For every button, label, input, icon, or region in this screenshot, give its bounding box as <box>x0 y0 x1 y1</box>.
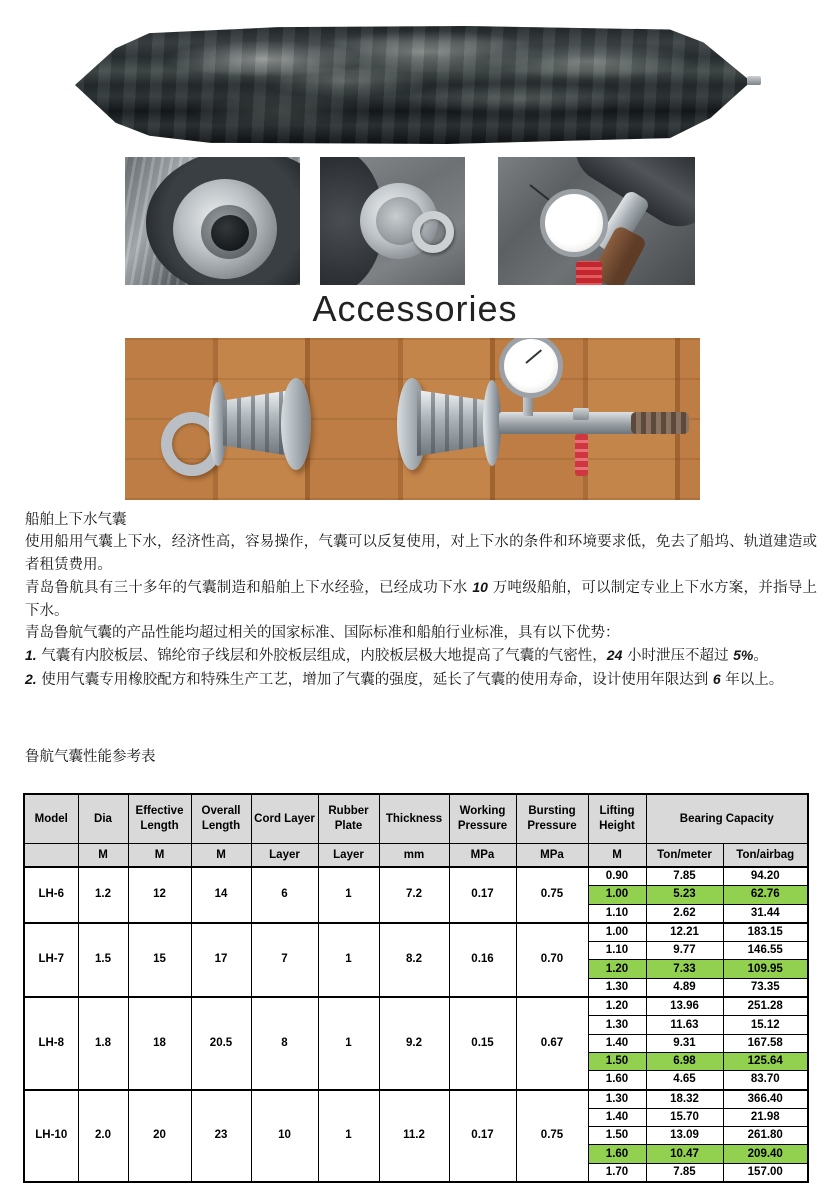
ton-per-airbag-cell: 125.64 <box>723 1052 808 1070</box>
lifting-height-cell: 1.30 <box>588 1016 646 1034</box>
ton-per-meter-cell: 12.21 <box>646 923 723 942</box>
red-valve-handle-shape <box>575 434 588 476</box>
cord-layer-cell: 6 <box>251 867 318 923</box>
unit-header: Ton/meter <box>646 844 723 868</box>
lifting-height-cell: 1.30 <box>588 1090 646 1109</box>
ton-per-meter-cell: 6.98 <box>646 1052 723 1070</box>
cord-layer-cell: 10 <box>251 1090 318 1182</box>
airbag-body-shape <box>75 26 751 144</box>
overall-length-cell: 20.5 <box>191 997 251 1089</box>
bursting-pressure-cell: 0.75 <box>516 1090 588 1182</box>
ton-per-airbag-cell: 366.40 <box>723 1090 808 1109</box>
marine-airbag-photo <box>75 26 759 144</box>
lifting-height-cell: 1.60 <box>588 1145 646 1163</box>
effective-length-cell: 18 <box>128 997 191 1089</box>
lifting-height-cell: 1.50 <box>588 1127 646 1145</box>
italic-number: 2. <box>25 670 37 687</box>
airbag-end-flange-photo <box>125 157 300 285</box>
lifting-height-cell: 1.40 <box>588 1108 646 1126</box>
bursting-pressure-cell: 0.75 <box>516 867 588 923</box>
unit-header: MPa <box>516 844 588 868</box>
lifting-height-cell: 1.20 <box>588 960 646 978</box>
rubber-plate-cell: 1 <box>318 997 379 1089</box>
text-segment: 使用气囊专用橡胶配方和特殊生产工艺，增加了气囊的强度，延长了气囊的使用寿命，设计使用年限达到 <box>36 671 713 688</box>
overall-length-cell: 23 <box>191 1090 251 1182</box>
dia-cell: 2.0 <box>78 1090 128 1182</box>
unit-header: MPa <box>449 844 516 868</box>
dia-cell: 1.5 <box>78 923 128 997</box>
text-segment: 年以上。 <box>720 671 784 688</box>
pressure-gauge-photo <box>498 157 695 285</box>
unit-header: Layer <box>318 844 379 868</box>
lifting-height-cell: 1.60 <box>588 1071 646 1090</box>
description-paragraphs <box>25 531 817 691</box>
text-segment: 青岛鲁航具有三十多年的气囊制造和船舶上下水经验，已经成功下水 <box>25 580 473 597</box>
unit-header <box>24 844 78 868</box>
cord-layer-cell: 8 <box>251 997 318 1089</box>
ton-per-airbag-cell: 62.76 <box>723 886 808 904</box>
italic-number: 5% <box>733 647 754 664</box>
rubber-plate-cell: 1 <box>318 867 379 923</box>
text-segment: 。 <box>753 648 768 665</box>
column-header: Overall Length <box>191 794 251 844</box>
ton-per-airbag-cell: 83.70 <box>723 1071 808 1090</box>
text-segment: 小时泄压不超过 <box>622 648 734 665</box>
eyebolt-ring-shape <box>412 211 454 253</box>
ton-per-airbag-cell: 73.35 <box>723 978 808 997</box>
ton-per-meter-cell: 7.85 <box>646 1163 723 1182</box>
bursting-pressure-cell: 0.70 <box>516 923 588 997</box>
lifting-height-cell: 1.20 <box>588 997 646 1016</box>
ton-per-airbag-cell: 261.80 <box>723 1127 808 1145</box>
ton-per-meter-cell: 4.65 <box>646 1071 723 1090</box>
lifting-height-cell: 1.70 <box>588 1163 646 1182</box>
working-pressure-cell: 0.15 <box>449 997 516 1089</box>
text-segment: 气囊有内胶板层、锦纶帘子线层和外胶板层组成，内胶板层极大地提高了气囊的气密性， <box>36 648 607 665</box>
effective-length-cell: 15 <box>128 923 191 997</box>
italic-number: 24 <box>606 647 623 664</box>
ton-per-meter-cell: 2.62 <box>646 904 723 923</box>
lifting-height-cell: 0.90 <box>588 867 646 886</box>
unit-header: M <box>588 844 646 868</box>
threaded-pipe-end-shape <box>631 412 689 434</box>
lifting-height-cell: 1.30 <box>588 978 646 997</box>
column-header: Bursting Pressure <box>516 794 588 844</box>
dia-cell: 1.8 <box>78 997 128 1089</box>
gauge-dial-shape <box>540 189 608 257</box>
thickness-cell: 8.2 <box>379 923 449 997</box>
accessories-group-photo <box>125 338 700 500</box>
gauge-dial-shape <box>499 338 563 398</box>
unit-header: Layer <box>251 844 318 868</box>
text-segment: 使用船用气囊上下水，经济性高，容易操作，气囊可以反复使用，对上下水的条件和环境要求低，免去了船坞、轨道建造或者租赁费用。 <box>25 534 817 573</box>
model-cell: LH-6 <box>24 867 78 923</box>
model-cell: LH-8 <box>24 997 78 1089</box>
column-header-bearing-capacity: Bearing Capacity <box>646 794 808 844</box>
column-header: Thickness <box>379 794 449 844</box>
column-header: Model <box>24 794 78 844</box>
ton-per-airbag-cell: 94.20 <box>723 867 808 886</box>
ton-per-meter-cell: 13.09 <box>646 1127 723 1145</box>
thickness-cell: 7.2 <box>379 867 449 923</box>
description-paragraph <box>25 622 817 644</box>
description-paragraph <box>25 668 817 691</box>
ton-per-meter-cell: 7.33 <box>646 960 723 978</box>
column-header: Effective Length <box>128 794 191 844</box>
bell-rim-shape <box>281 378 311 470</box>
dia-cell: 1.2 <box>78 867 128 923</box>
ton-per-meter-cell: 4.89 <box>646 978 723 997</box>
flange-hole-shape <box>211 215 249 251</box>
column-header: Cord Layer <box>251 794 318 844</box>
italic-number: 10 <box>472 579 488 596</box>
ton-per-airbag-cell: 157.00 <box>723 1163 808 1182</box>
unit-header: M <box>191 844 251 868</box>
lifting-height-cell: 1.00 <box>588 886 646 904</box>
thickness-cell: 11.2 <box>379 1090 449 1182</box>
table-caption: 鲁航气囊性能参考表 <box>25 749 156 765</box>
airbag-metal-tip <box>747 76 761 85</box>
text-segment: 青岛鲁航气囊的产品性能均超过相关的国家标准、国际标准和船舶行业标准，具有以下优势： <box>25 625 620 642</box>
description-text <box>25 509 817 691</box>
unit-header: Ton/airbag <box>723 844 808 868</box>
ton-per-airbag-cell: 15.12 <box>723 1016 808 1034</box>
unit-header: mm <box>379 844 449 868</box>
rubber-plate-cell: 1 <box>318 923 379 997</box>
lifting-height-cell: 1.50 <box>588 1052 646 1070</box>
effective-length-cell: 20 <box>128 1090 191 1182</box>
description-paragraph <box>25 531 817 576</box>
ton-per-airbag-cell: 21.98 <box>723 1108 808 1126</box>
thickness-cell: 9.2 <box>379 997 449 1089</box>
eyebolt-fitting-photo <box>320 157 465 285</box>
overall-length-cell: 17 <box>191 923 251 997</box>
lifting-height-cell: 1.40 <box>588 1034 646 1052</box>
ton-per-meter-cell: 9.77 <box>646 942 723 960</box>
bursting-pressure-cell: 0.67 <box>516 997 588 1089</box>
italic-number: 1. <box>25 647 37 664</box>
rubber-plate-cell: 1 <box>318 1090 379 1182</box>
valve-nut-shape <box>573 408 589 420</box>
lifting-height-cell: 1.10 <box>588 942 646 960</box>
spec-table <box>23 793 809 1183</box>
effective-length-cell: 12 <box>128 867 191 923</box>
product-title: 船舶上下水气囊 <box>25 512 127 528</box>
italic-number: 6 <box>712 670 721 687</box>
working-pressure-cell: 0.17 <box>449 1090 516 1182</box>
working-pressure-cell: 0.16 <box>449 923 516 997</box>
ton-per-airbag-cell: 146.55 <box>723 942 808 960</box>
inflation-pipe-shape <box>499 412 645 434</box>
description-paragraph <box>25 644 817 667</box>
column-header: Working Pressure <box>449 794 516 844</box>
accessories-heading: Accessories <box>312 288 518 329</box>
cone-fitting-shape <box>417 390 487 456</box>
ton-per-airbag-cell: 209.40 <box>723 1145 808 1163</box>
column-header: Lifting Height <box>588 794 646 844</box>
ton-per-meter-cell: 13.96 <box>646 997 723 1016</box>
ton-per-meter-cell: 18.32 <box>646 1090 723 1109</box>
model-cell: LH-7 <box>24 923 78 997</box>
red-valve-handle-shape <box>576 261 602 285</box>
text-segment: 万吨级船舶，可以制定专业上下水方案，并指导上下水。 <box>25 580 818 619</box>
ton-per-meter-cell: 7.85 <box>646 867 723 886</box>
lifting-height-cell: 1.00 <box>588 923 646 942</box>
ton-per-airbag-cell: 183.15 <box>723 923 808 942</box>
ton-per-meter-cell: 5.23 <box>646 886 723 904</box>
ton-per-meter-cell: 10.47 <box>646 1145 723 1163</box>
gauge-needle-shape <box>529 184 549 200</box>
ton-per-airbag-cell: 109.95 <box>723 960 808 978</box>
ton-per-airbag-cell: 251.28 <box>723 997 808 1016</box>
unit-header: M <box>128 844 191 868</box>
model-cell: LH-10 <box>24 1090 78 1182</box>
lifting-height-cell: 1.10 <box>588 904 646 923</box>
cord-layer-cell: 7 <box>251 923 318 997</box>
ton-per-airbag-cell: 31.44 <box>723 904 808 923</box>
overall-length-cell: 14 <box>191 867 251 923</box>
ton-per-airbag-cell: 167.58 <box>723 1034 808 1052</box>
ton-per-meter-cell: 11.63 <box>646 1016 723 1034</box>
working-pressure-cell: 0.17 <box>449 867 516 923</box>
column-header: Rubber Plate <box>318 794 379 844</box>
unit-header: M <box>78 844 128 868</box>
ton-per-meter-cell: 15.70 <box>646 1108 723 1126</box>
ton-per-meter-cell: 9.31 <box>646 1034 723 1052</box>
column-header: Dia <box>78 794 128 844</box>
description-paragraph <box>25 576 817 622</box>
